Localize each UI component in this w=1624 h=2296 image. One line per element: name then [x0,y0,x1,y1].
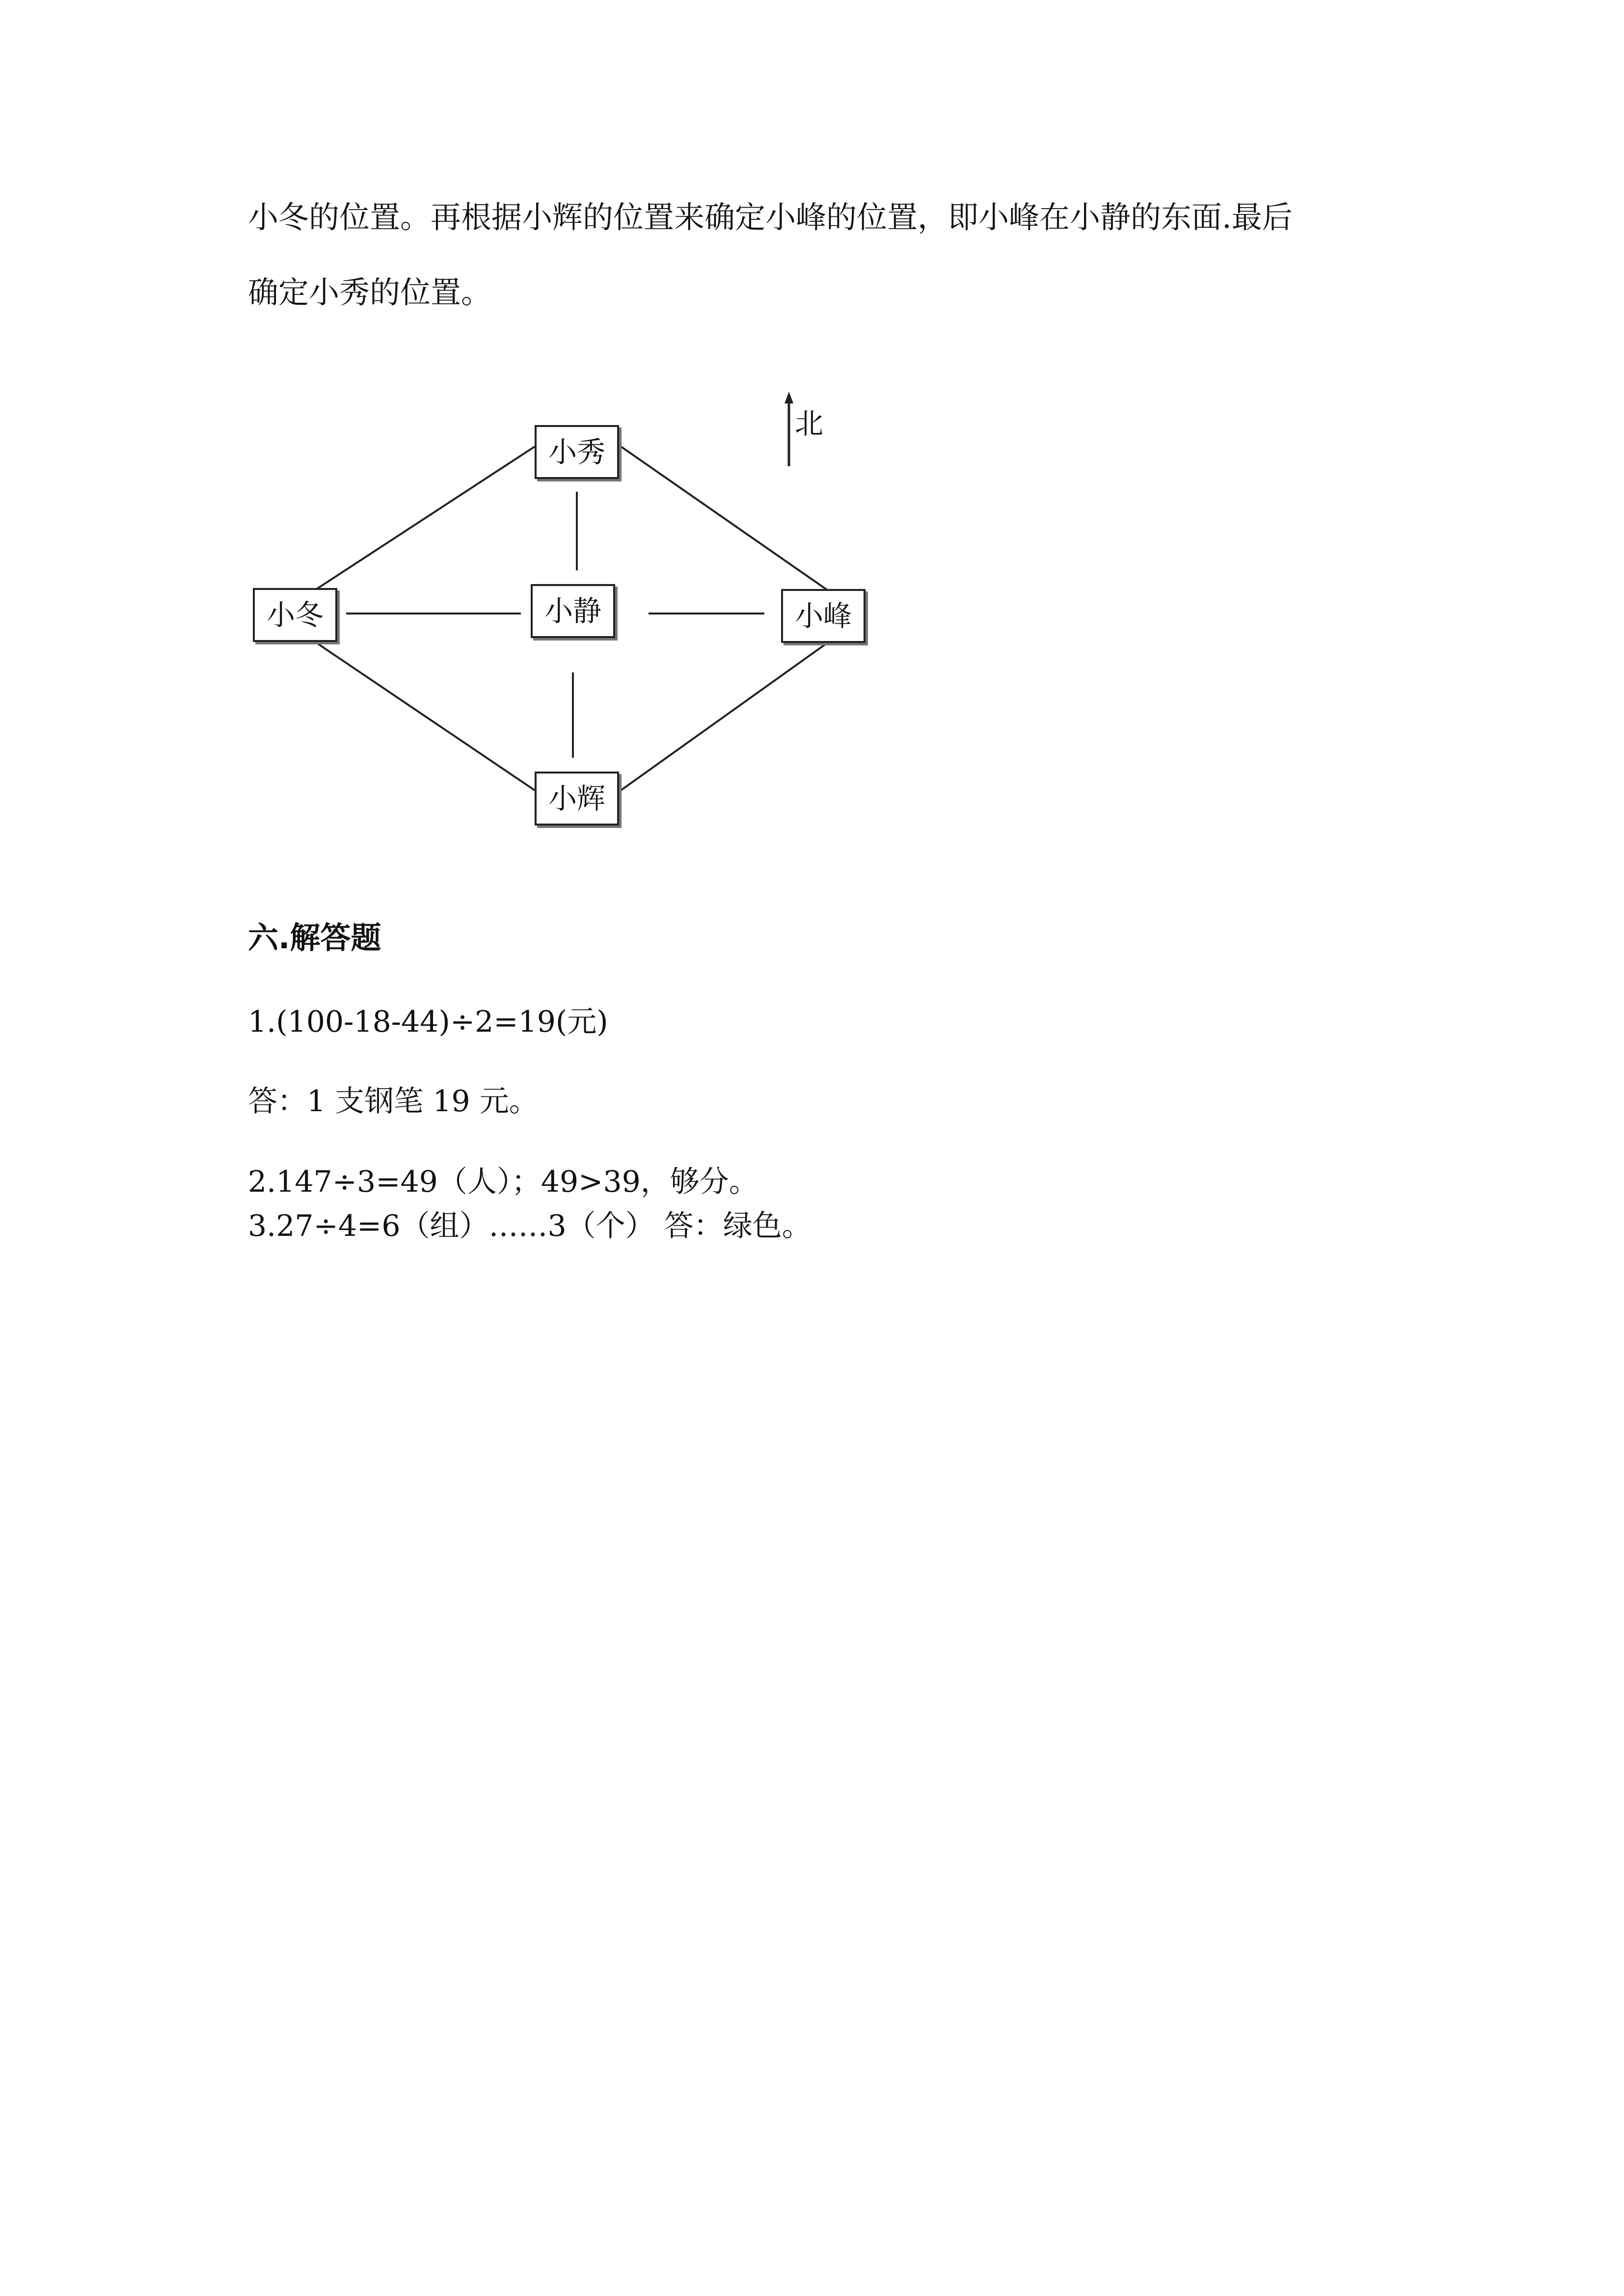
answer-3: 3.27÷4=6（组）……3（个） 答：绿色。 [248,1209,812,1243]
box-center: 小静 [531,584,615,638]
north-label: 北 [795,407,824,440]
north-arrow-head [785,392,793,403]
box-top: 小秀 [535,425,619,479]
box-left: 小冬 [253,588,337,642]
section-title: 六.解答题 [248,920,381,956]
paragraph-line-1: 小冬的位置。再根据小辉的位置来确定小峰的位置，即小峰在小静的东面.最后 [248,199,1293,235]
answer-2: 2.147÷3=49（人）；49>39，够分。 [248,1165,758,1199]
box-right: 小峰 [781,589,866,643]
edge-top-right [621,447,827,590]
paragraph-line-2: 确定小秀的位置。 [248,274,492,310]
edge-bottom-right [621,643,827,790]
box-bottom: 小辉 [535,772,619,826]
edge-left-bottom [317,643,535,790]
position-diagram [248,388,886,839]
edge-left-top [317,447,535,589]
answer-1-statement: 答：1 支钢笔 19 元。 [248,1084,539,1119]
answer-1-formula: 1.(100-18-44)÷2=19(元) [248,1005,608,1039]
